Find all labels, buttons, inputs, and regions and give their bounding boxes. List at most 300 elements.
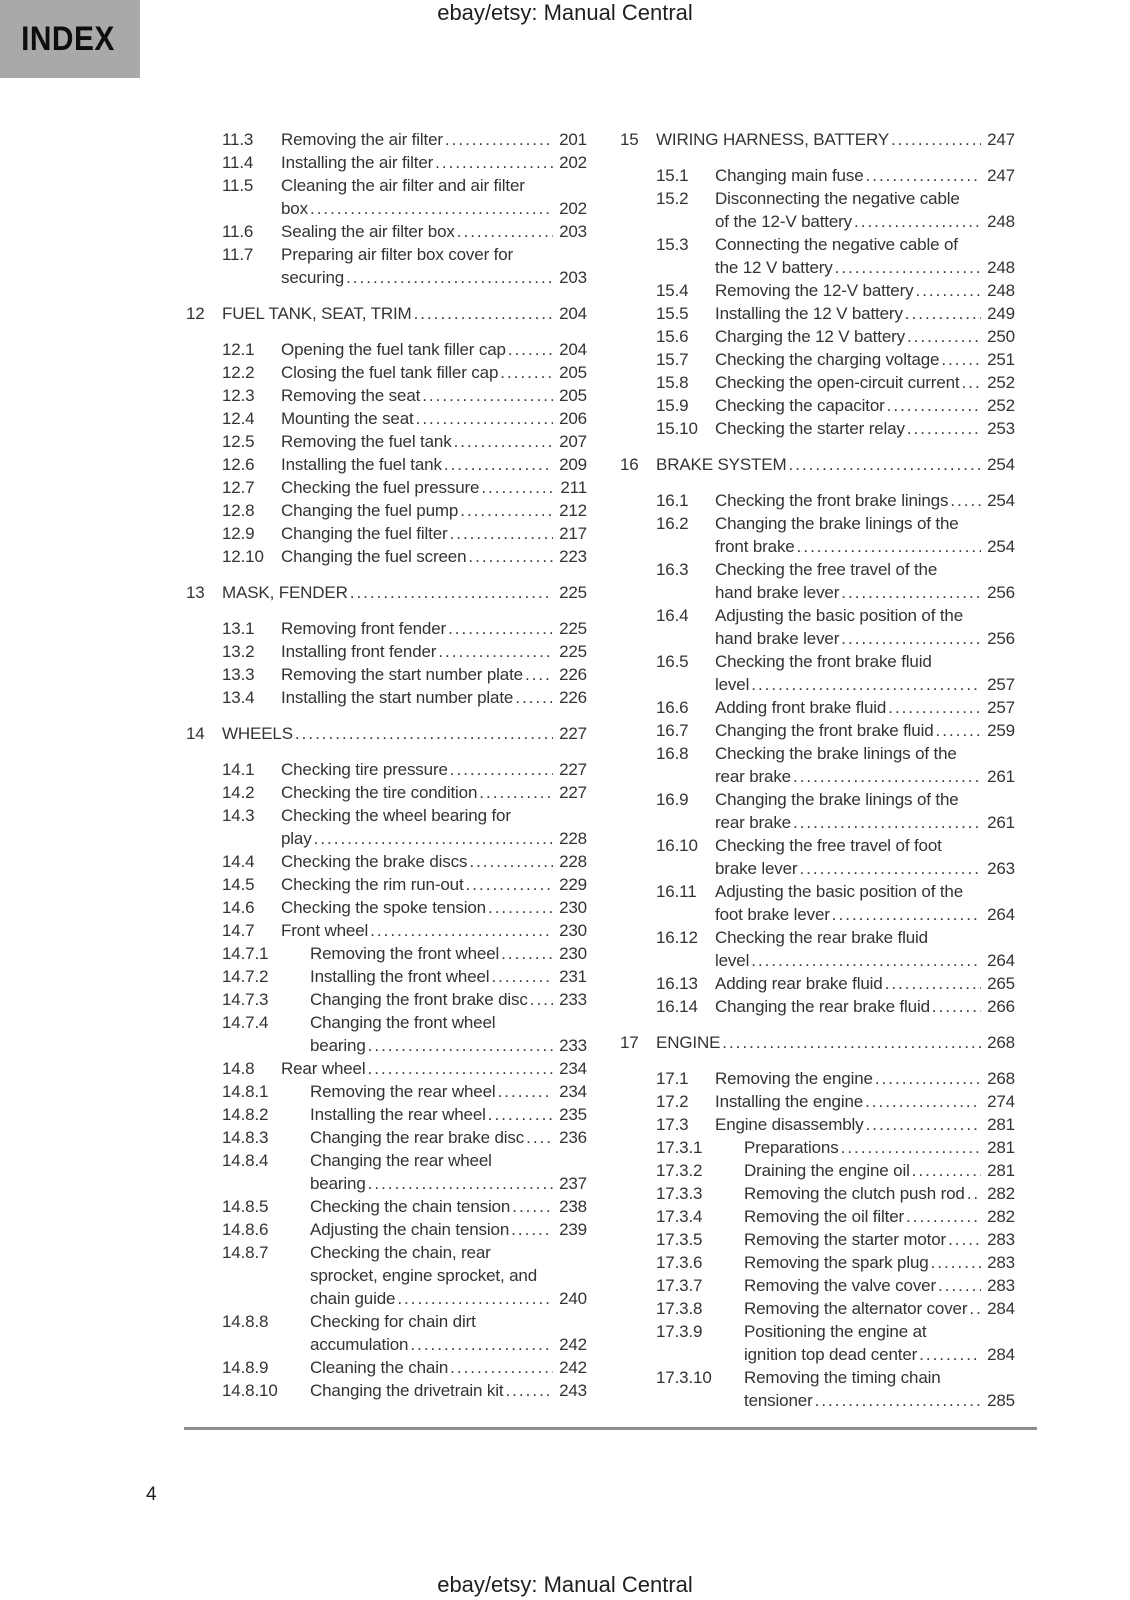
toc-entry-text bbox=[715, 325, 1015, 348]
toc-entry-row bbox=[620, 164, 1015, 187]
dot-leader bbox=[967, 1182, 981, 1205]
toc-entry-row bbox=[186, 640, 587, 663]
toc-entry-row bbox=[620, 1366, 1015, 1412]
toc-entry-number: 17.3.7 bbox=[656, 1276, 703, 1295]
toc-entry-text bbox=[744, 1274, 1015, 1297]
toc-entry-last-line bbox=[310, 965, 587, 988]
toc-entry-page: 243 bbox=[559, 1381, 587, 1400]
toc-entry-page: 233 bbox=[559, 1036, 587, 1055]
toc-entry-page: 251 bbox=[987, 350, 1015, 369]
dot-leader bbox=[948, 1228, 981, 1251]
toc-entry-number: 12.4 bbox=[222, 409, 255, 428]
page-number: 4 bbox=[146, 1484, 157, 1505]
toc-entry-page: 248 bbox=[987, 281, 1015, 300]
toc-entry-row bbox=[186, 1149, 587, 1195]
toc-entry-title: Adding front brake fluid bbox=[715, 698, 887, 717]
toc-entry-title: bearing bbox=[310, 1036, 366, 1055]
toc-entry-number: 14.8.10 bbox=[222, 1381, 278, 1400]
toc-entry-page: 283 bbox=[987, 1253, 1015, 1272]
toc-entry-last-line bbox=[310, 988, 587, 1011]
toc-entry-title-line: Checking for chain dirt bbox=[310, 1312, 476, 1331]
toc-entry-row bbox=[620, 325, 1015, 348]
toc-entry-page: 283 bbox=[987, 1276, 1015, 1295]
toc-entry-text bbox=[715, 834, 1015, 880]
toc-entry-last-line bbox=[281, 522, 587, 545]
toc-entry-page: 283 bbox=[987, 1230, 1015, 1249]
dot-leader bbox=[931, 1251, 981, 1274]
toc-section-row bbox=[186, 581, 587, 604]
dot-leader bbox=[526, 1126, 553, 1149]
toc-entry-row bbox=[186, 407, 587, 430]
toc-entry-title: of the 12-V battery bbox=[715, 212, 853, 231]
dot-leader bbox=[314, 827, 553, 850]
toc-entry-title: hand brake lever bbox=[715, 629, 840, 648]
toc-entry-page: 227 bbox=[559, 760, 587, 779]
toc-entry-row bbox=[620, 650, 1015, 696]
toc-entry-page: 217 bbox=[559, 524, 587, 543]
toc-entry-page: 240 bbox=[559, 1289, 587, 1308]
toc-entry-row bbox=[186, 1310, 587, 1356]
dot-leader bbox=[368, 1057, 554, 1080]
dot-leader bbox=[841, 581, 981, 604]
toc-entry-row bbox=[620, 880, 1015, 926]
toc-entry-page: 253 bbox=[987, 419, 1015, 438]
toc-entry-number: 17.3 bbox=[656, 1115, 689, 1134]
dot-leader bbox=[350, 581, 553, 604]
dot-leader bbox=[906, 1205, 981, 1228]
toc-entry-page: 204 bbox=[559, 304, 587, 323]
toc-entry-number: 11.4 bbox=[222, 153, 254, 172]
dot-leader bbox=[941, 348, 981, 371]
toc-entry-last-line bbox=[281, 128, 587, 151]
page-header-title: ebay/etsy: Manual Central bbox=[437, 0, 693, 25]
toc-entry-title: Removing the seat bbox=[281, 386, 421, 405]
toc-entry-page: 226 bbox=[559, 688, 587, 707]
toc-entry-title-line: Disconnecting the negative cable bbox=[715, 189, 960, 208]
toc-entry-number: 12.9 bbox=[222, 524, 255, 543]
toc-entry-title: ignition top dead center bbox=[744, 1345, 918, 1364]
toc-entry-row bbox=[186, 545, 587, 568]
toc-entry-text bbox=[310, 1379, 587, 1402]
dot-leader bbox=[414, 302, 554, 325]
toc-entry-last-line bbox=[744, 1389, 1015, 1412]
dot-leader bbox=[962, 371, 982, 394]
toc-entry-title: Installing the air filter bbox=[281, 153, 434, 172]
toc-entry-title: BRAKE SYSTEM bbox=[656, 455, 787, 474]
toc-entry-title: Removing the alternator cover bbox=[744, 1299, 968, 1318]
toc-entry-text bbox=[715, 972, 1015, 995]
toc-entry-page: 239 bbox=[559, 1220, 587, 1239]
toc-entry-number: 17.3.4 bbox=[656, 1207, 703, 1226]
toc-entry-last-line bbox=[656, 453, 1015, 476]
toc-entry-last-line bbox=[715, 811, 1015, 834]
toc-entry-number: 15.5 bbox=[656, 304, 689, 323]
toc-section-row bbox=[620, 453, 1015, 476]
toc-entry-text bbox=[281, 338, 587, 361]
toc-entry-page: 281 bbox=[987, 1161, 1015, 1180]
dot-leader bbox=[445, 128, 553, 151]
toc-entry-text bbox=[281, 873, 587, 896]
toc-entry-number: 17.2 bbox=[656, 1092, 689, 1111]
toc-entry-title: Checking the capacitor bbox=[715, 396, 885, 415]
toc-entry-row bbox=[186, 804, 587, 850]
toc-entry-page: 229 bbox=[559, 875, 587, 894]
dot-leader bbox=[905, 302, 981, 325]
toc-entry-page: 266 bbox=[987, 997, 1015, 1016]
dot-leader bbox=[481, 476, 554, 499]
toc-entry-last-line bbox=[281, 430, 587, 453]
toc-entry-text bbox=[281, 617, 587, 640]
toc-entry-title: Changing main fuse bbox=[715, 166, 864, 185]
toc-entry-last-line bbox=[715, 1067, 1015, 1090]
toc-entry-row bbox=[620, 972, 1015, 995]
dot-leader bbox=[936, 719, 982, 742]
toc-entry-last-line bbox=[281, 361, 587, 384]
toc-entry-text bbox=[715, 233, 1015, 279]
toc-entry-row bbox=[186, 758, 587, 781]
toc-section-row bbox=[186, 722, 587, 745]
toc-entry-number: 14.1 bbox=[222, 760, 255, 779]
toc-entry-text bbox=[281, 407, 587, 430]
toc-entry-last-line bbox=[281, 453, 587, 476]
toc-entry-row bbox=[186, 384, 587, 407]
toc-entry-last-line bbox=[310, 1379, 587, 1402]
toc-entry-last-line bbox=[281, 617, 587, 640]
toc-entry-text bbox=[281, 174, 587, 220]
toc-entry-last-line bbox=[281, 338, 587, 361]
toc-entry-number: 16.8 bbox=[656, 744, 689, 763]
toc-entry-number: 13.2 bbox=[222, 642, 255, 661]
toc-entry-row bbox=[186, 1241, 587, 1310]
toc-entry-row bbox=[186, 338, 587, 361]
toc-entry-text bbox=[744, 1182, 1015, 1205]
toc-entry-last-line bbox=[715, 995, 1015, 1018]
index-tab-label: INDEX bbox=[21, 19, 115, 58]
toc-entry-number: 15.8 bbox=[656, 373, 689, 392]
toc-entry-title: Removing the rear wheel bbox=[310, 1082, 496, 1101]
toc-entry-title: Changing the fuel screen bbox=[281, 547, 467, 566]
toc-entry-title: accumulation bbox=[310, 1335, 409, 1354]
dot-leader bbox=[525, 663, 553, 686]
toc-entry-row bbox=[186, 1218, 587, 1241]
toc-entry-row bbox=[620, 394, 1015, 417]
toc-entry-text bbox=[281, 361, 587, 384]
toc-entry-number: 13 bbox=[186, 583, 205, 602]
toc-entry-last-line bbox=[715, 673, 1015, 696]
toc-entry-text bbox=[222, 581, 587, 604]
toc-entry-text bbox=[281, 758, 587, 781]
dot-leader bbox=[915, 279, 981, 302]
toc-entry-last-line bbox=[310, 1126, 587, 1149]
toc-entry-title: Changing the rear brake fluid bbox=[715, 997, 930, 1016]
toc-entry-row bbox=[620, 1136, 1015, 1159]
toc-entry-text bbox=[744, 1320, 1015, 1366]
toc-entry-text bbox=[281, 499, 587, 522]
toc-entry-title: securing bbox=[281, 268, 345, 287]
dot-leader bbox=[511, 1218, 553, 1241]
toc-entry-row bbox=[620, 604, 1015, 650]
toc-entry-last-line bbox=[656, 128, 1015, 151]
toc-entry-last-line bbox=[715, 348, 1015, 371]
toc-entry-number: 16 bbox=[620, 455, 639, 474]
dot-leader bbox=[410, 1333, 553, 1356]
dot-leader bbox=[491, 965, 553, 988]
toc-entry-number: 11.7 bbox=[222, 245, 254, 264]
toc-entry-number: 15.6 bbox=[656, 327, 689, 346]
toc-entry-title-line: Adjusting the basic position of the bbox=[715, 882, 964, 901]
toc-entry-page: 252 bbox=[987, 373, 1015, 392]
toc-entry-title: Installing the engine bbox=[715, 1092, 864, 1111]
toc-entry-text bbox=[715, 719, 1015, 742]
toc-entry-page: 203 bbox=[559, 222, 587, 241]
toc-entry-last-line bbox=[281, 919, 587, 942]
toc-entry-text bbox=[715, 558, 1015, 604]
toc-entry-text bbox=[310, 942, 587, 965]
toc-entry-title: Checking the brake discs bbox=[281, 852, 468, 871]
dot-leader bbox=[938, 1274, 981, 1297]
toc-entry-row bbox=[620, 1182, 1015, 1205]
toc-entry-title: Removing the start number plate bbox=[281, 665, 523, 684]
toc-entry-title: MASK, FENDER bbox=[222, 583, 348, 602]
toc-entry-page: 261 bbox=[987, 767, 1015, 786]
toc-entry-row bbox=[620, 995, 1015, 1018]
toc-entry-page: 235 bbox=[559, 1105, 587, 1124]
toc-entry-row bbox=[186, 850, 587, 873]
toc-entry-page: 228 bbox=[559, 852, 587, 871]
toc-entry-page: 234 bbox=[559, 1082, 587, 1101]
toc-entry-number: 12.2 bbox=[222, 363, 255, 382]
dot-leader bbox=[397, 1287, 553, 1310]
toc-entry-title: Installing the start number plate bbox=[281, 688, 514, 707]
toc-entry-row bbox=[620, 719, 1015, 742]
toc-entry-text bbox=[281, 686, 587, 709]
toc-entry-last-line bbox=[281, 220, 587, 243]
toc-entry-last-line bbox=[310, 1034, 587, 1057]
toc-entry-text bbox=[656, 1031, 1015, 1054]
dot-leader bbox=[310, 197, 553, 220]
dot-leader bbox=[788, 453, 981, 476]
toc-entry-title: FUEL TANK, SEAT, TRIM bbox=[222, 304, 412, 323]
toc-entry-last-line bbox=[281, 266, 587, 289]
toc-entry-number: 17.3.5 bbox=[656, 1230, 703, 1249]
page-footer-title: ebay/etsy: Manual Central bbox=[437, 1572, 693, 1597]
toc-entry-number: 16.6 bbox=[656, 698, 689, 717]
toc-entry-last-line bbox=[715, 164, 1015, 187]
dot-leader bbox=[450, 522, 554, 545]
toc-entry-title: Removing the starter motor bbox=[744, 1230, 947, 1249]
toc-entry-title: the 12 V battery bbox=[715, 258, 833, 277]
toc-entry-last-line bbox=[744, 1159, 1015, 1182]
toc-entry-last-line bbox=[715, 949, 1015, 972]
toc-entry-text bbox=[744, 1159, 1015, 1182]
toc-entry-number: 13.1 bbox=[222, 619, 255, 638]
toc-entry-title: brake lever bbox=[715, 859, 798, 878]
toc-entry-page: 223 bbox=[559, 547, 587, 566]
toc-entry-row bbox=[186, 988, 587, 1011]
toc-entry-last-line bbox=[281, 850, 587, 873]
toc-entry-text bbox=[281, 919, 587, 942]
toc-entry-text bbox=[744, 1366, 1015, 1412]
dot-leader bbox=[793, 765, 981, 788]
toc-entry-text bbox=[656, 453, 1015, 476]
toc-entry-text bbox=[281, 640, 587, 663]
dot-leader bbox=[500, 361, 553, 384]
toc-entry-number: 17.3.6 bbox=[656, 1253, 703, 1272]
dot-leader bbox=[888, 696, 981, 719]
toc-entry-row bbox=[186, 476, 587, 499]
toc-entry-text bbox=[310, 1149, 587, 1195]
toc-entry-text bbox=[222, 722, 587, 745]
toc-entry-page: 227 bbox=[559, 724, 587, 743]
dot-leader bbox=[907, 325, 981, 348]
toc-entry-title-line: Checking the brake linings of the bbox=[715, 744, 957, 763]
toc-entry-page: 281 bbox=[987, 1115, 1015, 1134]
dot-leader bbox=[460, 499, 553, 522]
toc-entry-row bbox=[620, 1067, 1015, 1090]
toc-entry-text bbox=[281, 128, 587, 151]
toc-entry-page: 228 bbox=[559, 829, 587, 848]
footer-divider-rule bbox=[184, 1427, 1037, 1430]
toc-entry-text bbox=[310, 1011, 587, 1057]
toc-entry-page: 207 bbox=[559, 432, 587, 451]
dot-leader bbox=[722, 1031, 981, 1054]
toc-entry-last-line bbox=[744, 1251, 1015, 1274]
toc-entry-title: Installing the 12 V battery bbox=[715, 304, 903, 323]
toc-entry-title: foot brake lever bbox=[715, 905, 830, 924]
toc-entry-title: WIRING HARNESS, BATTERY bbox=[656, 130, 890, 149]
toc-entry-title: WHEELS bbox=[222, 724, 293, 743]
toc-entry-text bbox=[281, 522, 587, 545]
toc-entry-number: 14.8.8 bbox=[222, 1312, 269, 1331]
toc-entry-page: 202 bbox=[559, 199, 587, 218]
toc-entry-number: 12.3 bbox=[222, 386, 255, 405]
toc-entry-text bbox=[715, 926, 1015, 972]
toc-entry-row bbox=[620, 742, 1015, 788]
toc-entry-page: 209 bbox=[559, 455, 587, 474]
toc-entry-last-line bbox=[281, 545, 587, 568]
toc-entry-number: 16.5 bbox=[656, 652, 689, 671]
toc-entry-last-line bbox=[281, 151, 587, 174]
toc-entry-page: 236 bbox=[559, 1128, 587, 1147]
toc-entry-text bbox=[281, 220, 587, 243]
toc-entry-title: Installing the front wheel bbox=[310, 967, 490, 986]
toc-entry-number: 16.10 bbox=[656, 836, 698, 855]
dot-leader bbox=[488, 896, 553, 919]
toc-entry-title: Engine disassembly bbox=[715, 1115, 864, 1134]
toc-entry-text bbox=[310, 1126, 587, 1149]
toc-entry-number: 14.7 bbox=[222, 921, 255, 940]
toc-entry-last-line bbox=[222, 581, 587, 604]
dot-leader bbox=[498, 1080, 554, 1103]
toc-entry-title: Changing the fuel pump bbox=[281, 501, 459, 520]
toc-entry-number: 17.3.8 bbox=[656, 1299, 703, 1318]
toc-entry-last-line bbox=[715, 371, 1015, 394]
toc-entry-last-line bbox=[310, 942, 587, 965]
toc-entry-number: 14.8.9 bbox=[222, 1358, 269, 1377]
toc-entry-number: 16.4 bbox=[656, 606, 689, 625]
toc-entry-title: Removing the valve cover bbox=[744, 1276, 936, 1295]
toc-entry-row bbox=[620, 926, 1015, 972]
toc-entry-last-line bbox=[744, 1228, 1015, 1251]
toc-entry-text bbox=[281, 545, 587, 568]
toc-entry-last-line bbox=[281, 640, 587, 663]
toc-entry-row bbox=[186, 663, 587, 686]
toc-entry-title: Removing the front wheel bbox=[310, 944, 500, 963]
toc-entry-number: 16.11 bbox=[656, 882, 697, 901]
toc-entry-text bbox=[715, 371, 1015, 394]
dot-leader bbox=[751, 949, 981, 972]
toc-entry-last-line bbox=[715, 210, 1015, 233]
toc-entry-page: 281 bbox=[987, 1138, 1015, 1157]
dot-leader bbox=[841, 627, 981, 650]
toc-entry-last-line bbox=[310, 1172, 587, 1195]
toc-entry-number: 15 bbox=[620, 130, 639, 149]
toc-entry-last-line bbox=[281, 896, 587, 919]
toc-entry-last-line bbox=[310, 1195, 587, 1218]
toc-entry-row bbox=[186, 430, 587, 453]
dot-leader bbox=[422, 384, 553, 407]
toc-entry-number: 16.7 bbox=[656, 721, 689, 740]
toc-entry-title: Checking the open-circuit current bbox=[715, 373, 960, 392]
toc-entry-number: 12 bbox=[186, 304, 205, 323]
toc-entry-page: 226 bbox=[559, 665, 587, 684]
toc-entry-title: rear brake bbox=[715, 813, 791, 832]
toc-entry-row bbox=[620, 788, 1015, 834]
toc-entry-number: 12.8 bbox=[222, 501, 255, 520]
toc-entry-last-line bbox=[744, 1136, 1015, 1159]
toc-entry-page: 259 bbox=[987, 721, 1015, 740]
dot-leader bbox=[891, 128, 981, 151]
dot-leader bbox=[450, 758, 553, 781]
toc-entry-text bbox=[715, 1090, 1015, 1113]
dot-leader bbox=[444, 453, 553, 476]
toc-entry-last-line bbox=[715, 857, 1015, 880]
toc-entry-title: Removing the fuel tank bbox=[281, 432, 452, 451]
dot-leader bbox=[950, 489, 981, 512]
toc-entry-page: 203 bbox=[559, 268, 587, 287]
toc-entry-number: 15.3 bbox=[656, 235, 689, 254]
toc-entry-row bbox=[186, 896, 587, 919]
toc-entry-page: 264 bbox=[987, 951, 1015, 970]
toc-entry-title-line: Cleaning the air filter and air filter bbox=[281, 176, 525, 195]
toc-entry-title-line: Changing the rear wheel bbox=[310, 1151, 492, 1170]
toc-entry-title: Changing the drivetrain kit bbox=[310, 1381, 504, 1400]
toc-entry-text bbox=[715, 302, 1015, 325]
toc-entry-title: play bbox=[281, 829, 312, 848]
dot-leader bbox=[835, 256, 981, 279]
toc-entry-row bbox=[620, 371, 1015, 394]
index-tab bbox=[0, 0, 140, 78]
toc-entry-title: Removing the clutch push rod bbox=[744, 1184, 965, 1203]
toc-entry-page: 205 bbox=[559, 363, 587, 382]
toc-entry-title-line: sprocket, engine sprocket, and bbox=[310, 1266, 538, 1285]
toc-entry-text bbox=[715, 348, 1015, 371]
toc-entry-number: 14.7.1 bbox=[222, 944, 269, 963]
toc-entry-text bbox=[715, 696, 1015, 719]
toc-entry-title: Adding rear brake fluid bbox=[715, 974, 883, 993]
toc-entry-page: 274 bbox=[987, 1092, 1015, 1111]
toc-entry-last-line bbox=[281, 476, 587, 499]
toc-entry-last-line bbox=[715, 325, 1015, 348]
toc-entry-title: Front wheel bbox=[281, 921, 369, 940]
toc-entry-title: Checking the front brake linings bbox=[715, 491, 949, 510]
toc-entry-page: 227 bbox=[559, 783, 587, 802]
toc-section-row bbox=[620, 128, 1015, 151]
toc-entry-text bbox=[281, 384, 587, 407]
dot-leader bbox=[797, 535, 981, 558]
toc-entry-last-line bbox=[744, 1182, 1015, 1205]
toc-entry-last-line bbox=[715, 719, 1015, 742]
